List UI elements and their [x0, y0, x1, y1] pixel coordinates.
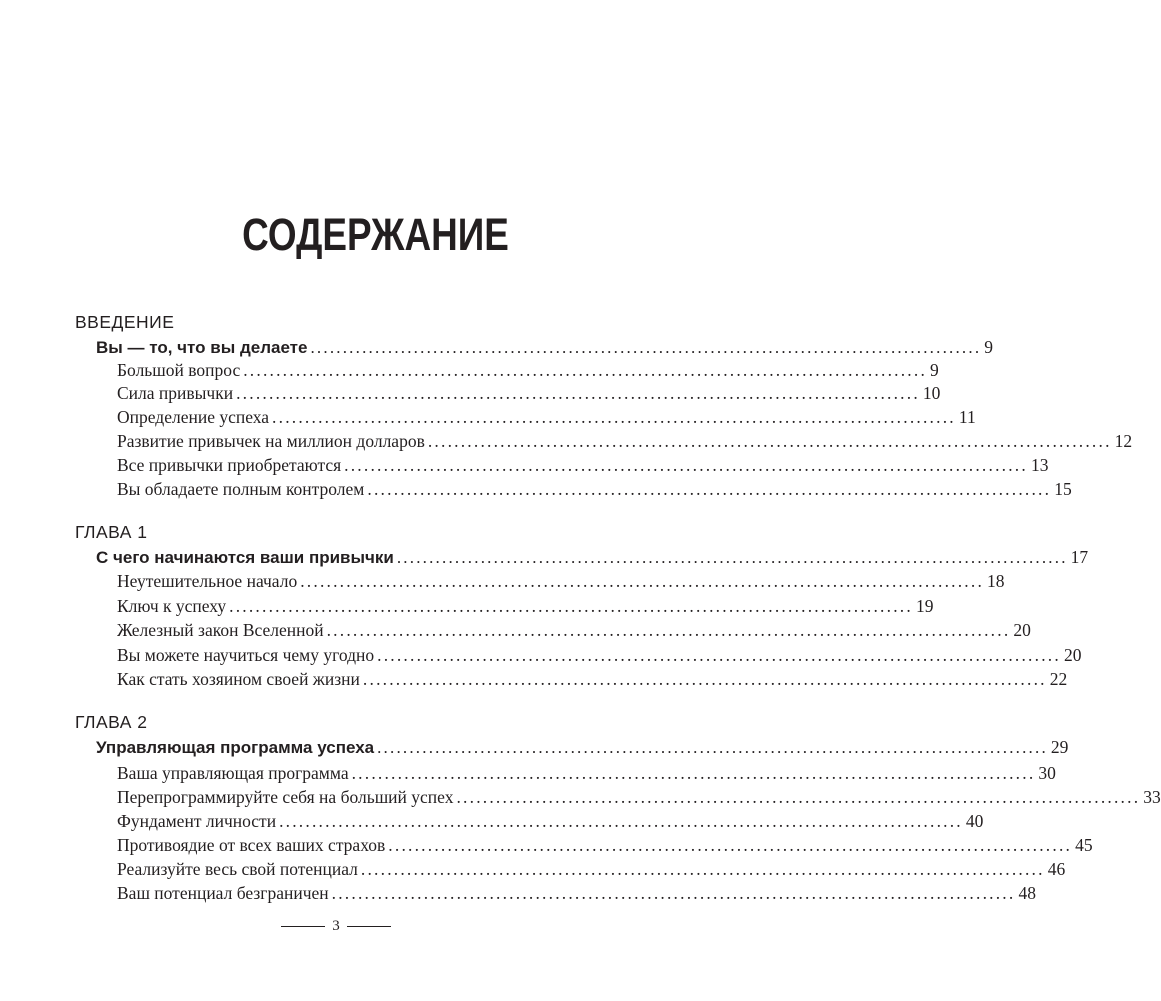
toc-entry[interactable] [117, 618, 1031, 642]
toc-entry[interactable] [117, 643, 1082, 667]
toc-entry[interactable] [117, 358, 939, 382]
toc-page-number: 11 [958, 407, 976, 427]
toc-entry-title: Фундамент личности [117, 811, 277, 831]
toc-page-number: 9 [930, 360, 939, 380]
toc-page-number: 17 [1070, 547, 1089, 567]
footer-rule-right [347, 926, 391, 927]
dot-leader: ........................................................................................................ [456, 787, 1141, 807]
toc-entry-title: Противоядие от всех ваших страхов [117, 835, 386, 855]
dot-leader: ........................................................................................................ [396, 548, 1068, 567]
toc-page-number: 20 [1013, 620, 1031, 640]
toc-entry-title: Перепрограммируйте себя на больший успех [117, 787, 454, 807]
toc-page-number: 30 [1038, 763, 1056, 783]
toc-entry[interactable] [117, 594, 934, 618]
toc-entry[interactable] [117, 785, 1161, 809]
toc-entry-title: Развитие привычек на миллион долларов [117, 431, 425, 451]
toc-page-number: 48 [1018, 883, 1036, 903]
toc-entry-title: Определение успеха [117, 407, 270, 427]
toc-chapter-title: Вы — то, что вы делаете [96, 338, 308, 357]
toc-entry-title: Вы обладаете полным контролем [117, 479, 365, 499]
dot-leader: ........................................................................................................ [427, 431, 1112, 451]
toc-entry[interactable] [117, 881, 1036, 905]
toc-entry[interactable] [117, 761, 1056, 785]
dot-leader: ........................................................................................................ [279, 811, 963, 831]
toc-page-number: 18 [987, 571, 1005, 591]
toc-page-number: 33 [1143, 787, 1161, 807]
dot-leader: ........................................................................................................ [360, 859, 1045, 879]
dot-leader: ........................................................................................................ [300, 571, 985, 591]
dot-leader: ........................................................................................................ [331, 883, 1016, 903]
dot-leader: ........................................................................................................ [236, 383, 920, 403]
toc-page-number: 22 [1049, 669, 1068, 689]
toc-entry[interactable] [117, 569, 1005, 593]
toc-entry-title: Большой вопрос [117, 360, 241, 380]
toc-chapter-title: Управляющая программа успеха [96, 738, 375, 757]
footer-rule-left [281, 926, 325, 927]
dot-leader: ........................................................................................................ [351, 763, 1036, 783]
section-label-chapter-1: ГЛАВА 1 [75, 522, 148, 542]
toc-entry[interactable] [117, 453, 1049, 477]
toc-page-number: 9 [984, 337, 994, 357]
toc-chapter-entry[interactable] [96, 335, 994, 359]
toc-entry-title: Ключ к успеху [117, 596, 227, 616]
toc-entry[interactable] [117, 405, 976, 429]
dot-leader: ........................................................................................................ [344, 455, 1028, 475]
dot-leader: ........................................................................................................ [326, 620, 1011, 640]
toc-entry[interactable] [117, 381, 941, 405]
toc-entry[interactable] [117, 857, 1066, 881]
toc-entry-title: Сила привычки [117, 383, 234, 403]
toc-page-number: 29 [1050, 737, 1069, 757]
toc-entry[interactable] [117, 667, 1068, 691]
toc-entry[interactable] [117, 429, 1133, 453]
dot-leader: ........................................................................................................ [243, 360, 928, 380]
section-label-chapter-2: ГЛАВА 2 [75, 712, 148, 732]
toc-chapter-entry[interactable] [96, 735, 1069, 759]
section-label-introduction: ВВЕДЕНИЕ [75, 312, 175, 332]
toc-entry[interactable] [117, 833, 1093, 857]
page-number: 3 [332, 918, 340, 934]
toc-entry-title: Ваша управляющая программа [117, 763, 349, 783]
toc-page-number: 46 [1047, 859, 1066, 879]
toc-entry-title: Вы можете научиться чему угодно [117, 645, 375, 665]
toc-entry-title: Ваш потенциал безграничен [117, 883, 329, 903]
toc-entry-title: Все привычки приобретаются [117, 455, 342, 475]
dot-leader: ........................................................................................................ [310, 338, 982, 357]
dot-leader: ........................................................................................................ [229, 596, 913, 616]
toc-entry[interactable] [117, 477, 1072, 501]
dot-leader: ........................................................................................................ [362, 669, 1047, 689]
toc-entry[interactable] [117, 809, 984, 833]
toc-entry-title: Реализуйте весь свой потенциал [117, 859, 358, 879]
toc-page-number: 40 [965, 811, 984, 831]
toc-page-number: 13 [1030, 455, 1049, 475]
dot-leader: ........................................................................................................ [377, 738, 1048, 757]
toc-chapter-entry[interactable] [96, 545, 1089, 569]
toc-page-number: 19 [915, 596, 934, 616]
dot-leader: ........................................................................................................ [388, 835, 1073, 855]
toc-page-number: 20 [1063, 645, 1082, 665]
dot-leader: ........................................................................................................ [272, 407, 956, 427]
dot-leader: ........................................................................................................ [377, 645, 1061, 665]
page-title: СОДЕРЖАНИЕ [242, 209, 509, 260]
toc-entry-title: Как стать хозяином своей жизни [117, 669, 360, 689]
toc-chapter-title: С чего начинаются ваши привычки [96, 548, 394, 567]
toc-page-number: 12 [1114, 431, 1133, 451]
toc-entry-title: Неутешительное начало [117, 571, 298, 591]
toc-page-number: 15 [1054, 479, 1072, 499]
toc-page-number: 45 [1075, 835, 1093, 855]
toc-entry-title: Железный закон Вселенной [117, 620, 324, 640]
page-footer [0, 915, 751, 937]
dot-leader: ........................................................................................................ [367, 479, 1052, 499]
toc-page-number: 10 [922, 383, 941, 403]
